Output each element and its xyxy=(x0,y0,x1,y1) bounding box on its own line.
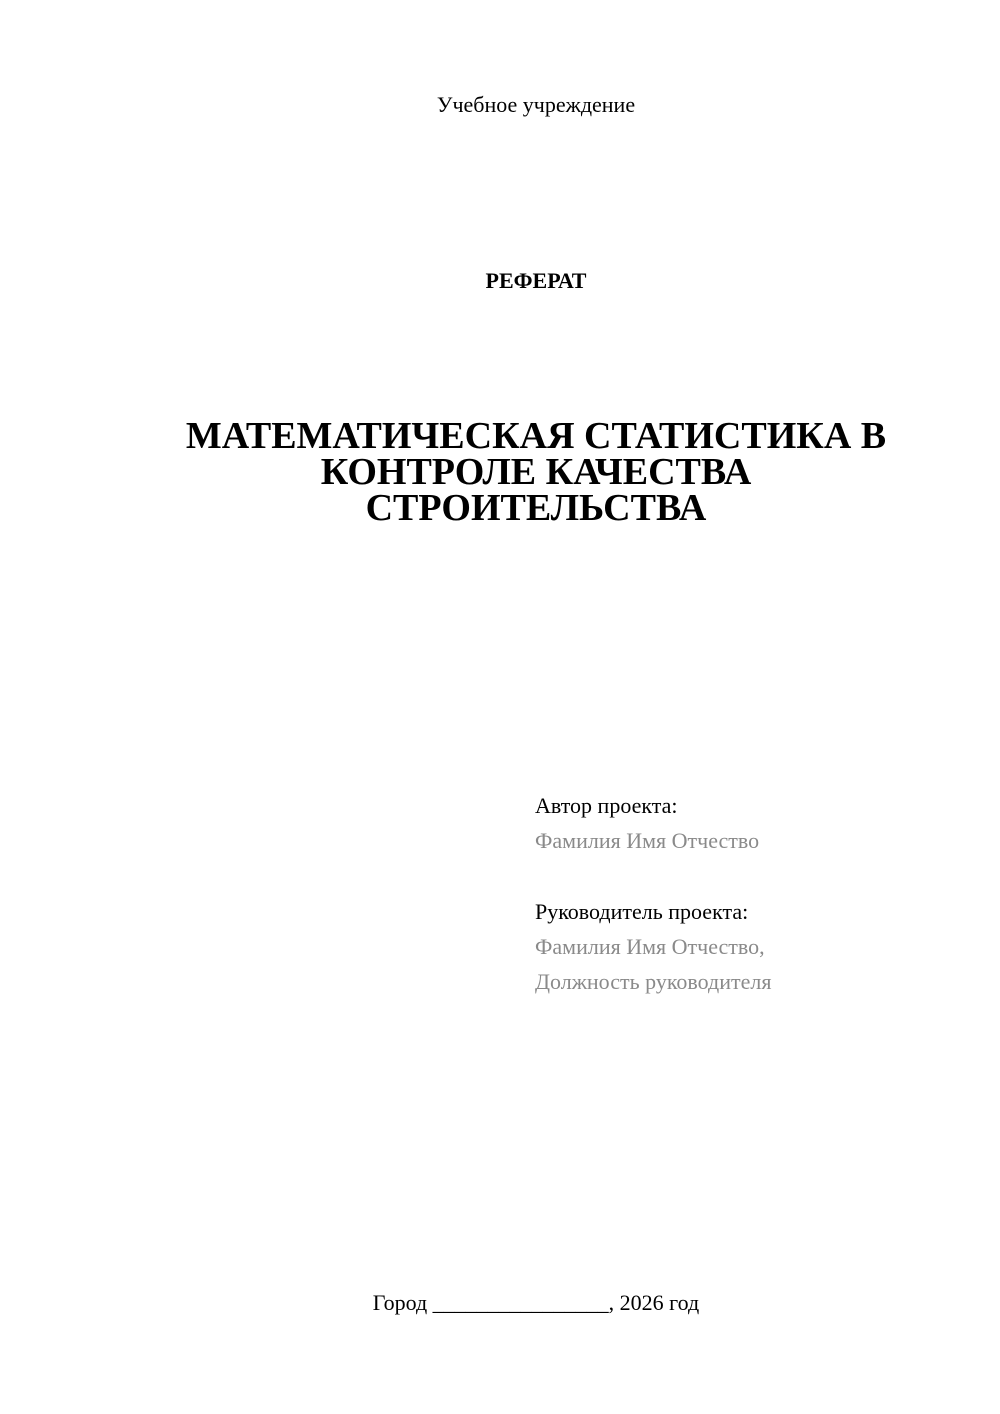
title-line: КОНТРОЛЕ КАЧЕСТВА xyxy=(320,451,752,493)
title-line: СТРОИТЕЛЬСТВА xyxy=(365,487,707,529)
document-title xyxy=(160,415,912,529)
supervisor-label: Руководитель проекта: xyxy=(535,899,749,924)
document-type: РЕФЕРАТ xyxy=(485,268,587,293)
author-name: Фамилия Имя Отчество xyxy=(535,828,760,853)
spacer xyxy=(535,858,975,894)
institution-name: Учебное учреждение xyxy=(436,92,636,117)
author-label: Автор проекта: xyxy=(535,793,678,818)
title-line: МАТЕМАТИЧЕСКАЯ СТАТИСТИКА В xyxy=(185,415,887,457)
project-people xyxy=(535,788,975,999)
city-year-footer: Город ________________, 2026 год xyxy=(372,1290,700,1315)
supervisor-position: Должность руководителя xyxy=(535,969,772,994)
supervisor-name: Фамилия Имя Отчество, xyxy=(535,934,765,959)
